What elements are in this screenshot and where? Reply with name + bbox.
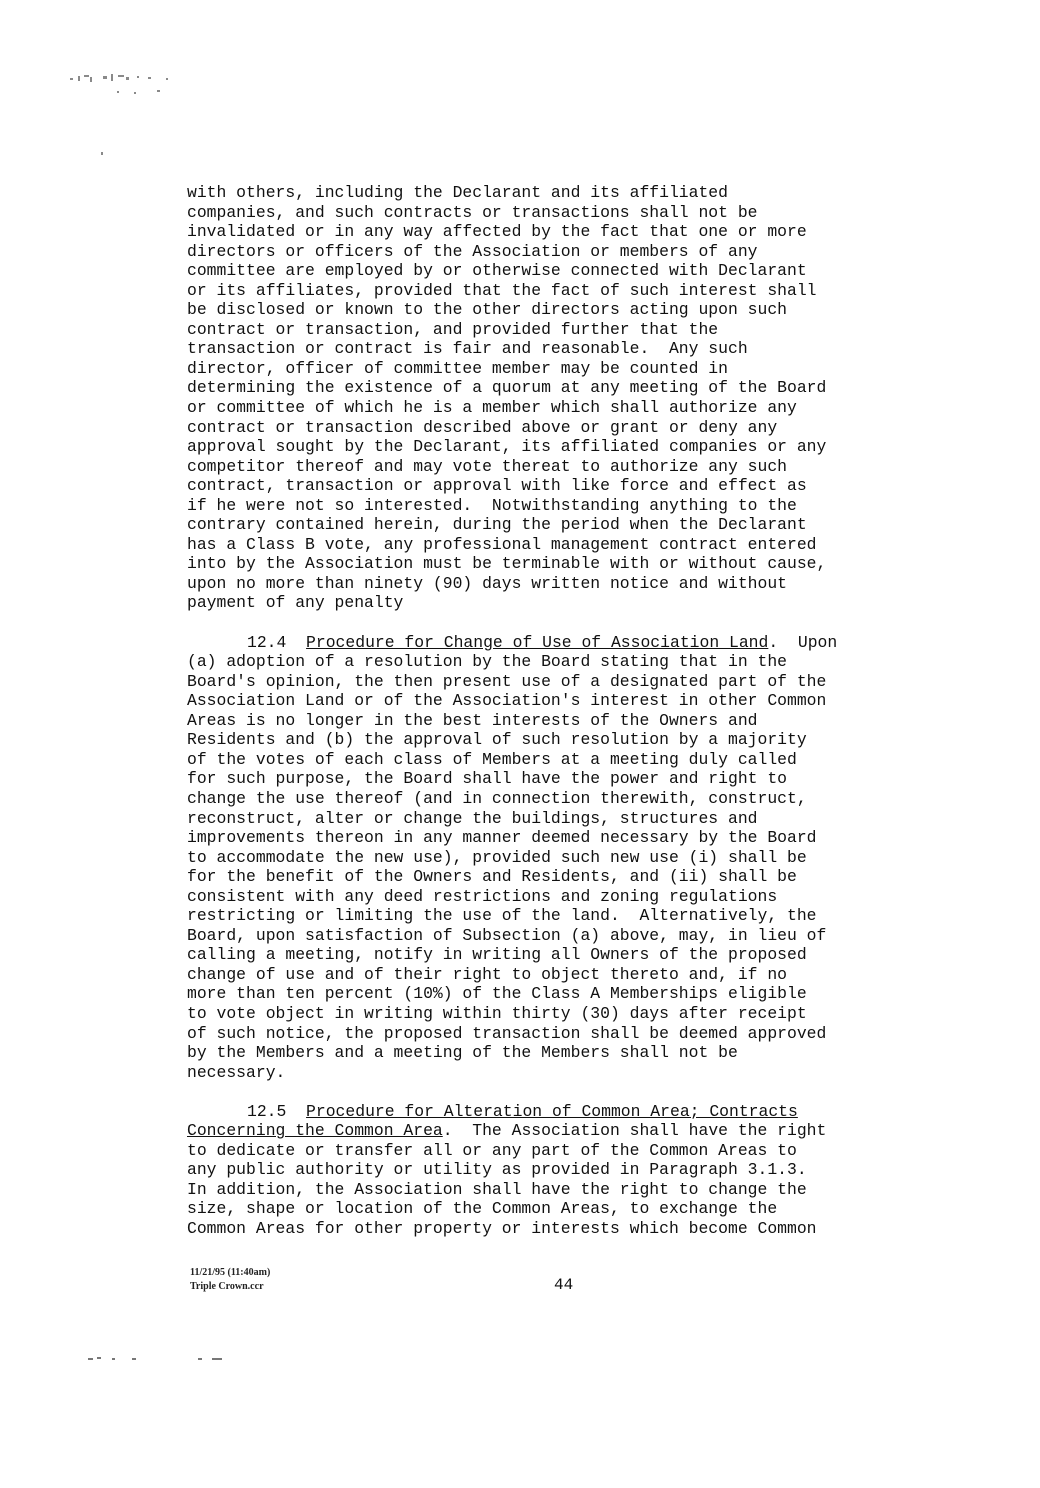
text-line: any public authority or utility as provided in Paragraph 3.1.3. (187, 1160, 807, 1180)
text-line: invalidated or in any way affected by the fact that one or more (187, 222, 807, 242)
paragraph-gap (187, 613, 957, 633)
file-stamp (190, 1266, 270, 1294)
section-12-5-heading-line (187, 1102, 957, 1122)
page-footer (190, 1266, 610, 1302)
text-line: (a) adoption of a resolution by the Board stating that in the (187, 652, 787, 672)
text-line: or committee of which he is a member which shall authorize any (187, 398, 797, 418)
footer-filename: Triple Crown.ccr (190, 1281, 264, 1292)
section-12-5-heading-part2: Concerning the Common Area (187, 1121, 443, 1141)
page-number: 44 (554, 1276, 574, 1294)
bottom-scan-noise (88, 1352, 258, 1364)
section-12-5-heading-line-2 (187, 1121, 957, 1141)
text-line: calling a meeting, notify in writing all Owners of the proposed (187, 945, 807, 965)
text-line: Residents and (b) the approval of such resolution by a majority (187, 730, 807, 750)
text-line: into by the Association must be terminable with or without cause, (187, 554, 827, 574)
text-line: change of use and of their right to object thereto and, if no (187, 964, 787, 984)
text-line: to dedicate or transfer all or any part of the Common Areas to (187, 1140, 797, 1160)
text-line: transaction or contract is fair and reasonable. Any such (187, 339, 748, 359)
text-line: competitor thereof and may vote thereat to authorize any such (187, 456, 787, 476)
text-line: for such purpose, the Board shall have the power and right to (187, 769, 787, 789)
text-line: for the benefit of the Owners and Residents, and (ii) shall be (187, 867, 797, 887)
text-line: reconstruct, alter or change the buildings, structures and (187, 808, 758, 828)
text-line: payment of any penalty (187, 593, 404, 613)
text-line: if he were not so interested. Notwithstanding anything to the (187, 495, 797, 515)
paragraph-gap (187, 1082, 957, 1102)
text-line: Board, upon satisfaction of Subsection (a) above, may, in lieu of (187, 925, 827, 945)
text-line: more than ten percent (10%) of the Class A Memberships eligible (187, 984, 807, 1004)
text-line: Areas is no longer in the best interests of the Owners and (187, 710, 758, 730)
text-line: by the Members and a meeting of the Members shall not be (187, 1043, 738, 1063)
text-line: with others, including the Declarant and its affiliated (187, 183, 728, 202)
section-12-4-heading-line (187, 633, 957, 653)
text-line: director, officer of committee member may be counted in (187, 358, 728, 378)
text-line: contract or transaction described above or grant or deny any (187, 417, 778, 437)
text-line: or its affiliates, provided that the fact of such interest shall (187, 280, 817, 300)
text-line: size, shape or location of the Common Areas, to exchange the (187, 1199, 778, 1219)
body-text (187, 183, 957, 1239)
text-line: be disclosed or known to the other directors acting upon such (187, 300, 787, 320)
heading-spacer (286, 1102, 306, 1121)
text-line: contrary contained herein, during the period when the Declarant (187, 515, 807, 535)
text-line: consistent with any deed restrictions and zoning regulations (187, 886, 778, 906)
text-line: to vote object in writing within thirty (30) days after receipt (187, 1003, 807, 1023)
text-line: approval sought by the Declarant, its affiliated companies or any (187, 437, 827, 457)
heading-spacer (286, 633, 306, 652)
text-line: necessary. (187, 1062, 286, 1082)
text-line: Common Areas for other property or interests which become Common (187, 1218, 817, 1238)
text-line: Board's opinion, the then present use of a designated part of the (187, 671, 827, 691)
text-line: of such notice, the proposed transaction shall be deemed approved (187, 1023, 827, 1043)
text-line: improvements thereon in any manner deemed necessary by the Board (187, 828, 817, 848)
scan-noise-mark (70, 68, 280, 158)
text-line: of the votes of each class of Members at a meeting duly called (187, 749, 797, 769)
text-line: In addition, the Association shall have the right to change the (187, 1179, 807, 1199)
footer-date-time: 11/21/95 (11:40am) (190, 1267, 271, 1278)
text-line: upon no more than ninety (90) days written notice and without (187, 573, 787, 593)
text-line: change the use thereof (and in connection therewith, construct, (187, 788, 807, 808)
section-12-5-after-heading: . The Association shall have the right (442, 1121, 827, 1141)
text-line: determining the existence of a quorum at any meeting of the Board (187, 378, 827, 398)
text-line: companies, and such contracts or transactions shall not be (187, 202, 758, 222)
text-line: restricting or limiting the use of the land. Alternatively, the (187, 906, 817, 926)
section-12-5-heading-part1: Procedure for Alteration of Common Area; Contracts (306, 1101, 798, 1121)
section-12-4-heading: Procedure for Change of Use of Association Land (306, 632, 769, 652)
text-line: to accommodate the new use), provided such new use (i) shall be (187, 847, 807, 867)
section-12-4-number: 12.4 (247, 632, 287, 652)
section-12-4-after-heading: . Upon (768, 632, 838, 652)
text-line: Association Land or of the Association's interest in other Common (187, 691, 827, 711)
text-line: directors or officers of the Association or members of any (187, 241, 758, 261)
text-line: contract, transaction or approval with like force and effect as (187, 476, 807, 496)
text-line: has a Class B vote, any professional management contract entered (187, 534, 817, 554)
text-line: committee are employed by or otherwise connected with Declarant (187, 261, 807, 281)
text-line: contract or transaction, and provided further that the (187, 319, 719, 339)
section-12-5-number: 12.5 (247, 1101, 287, 1121)
